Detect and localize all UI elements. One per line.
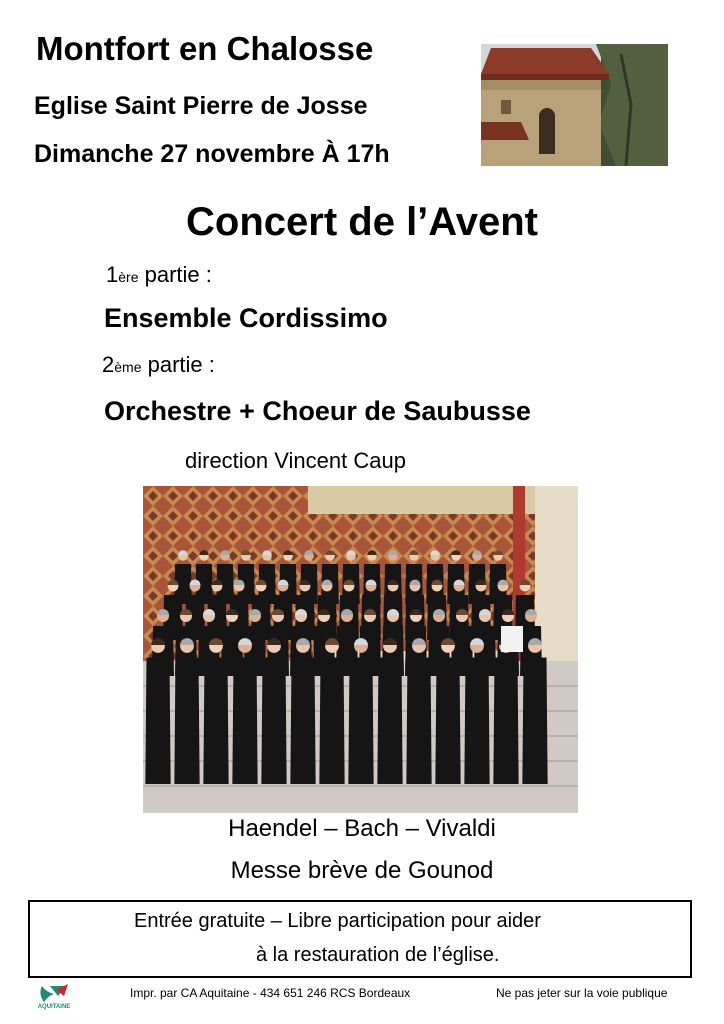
concert-title: Concert de l’Avent bbox=[186, 200, 538, 244]
logo-label: AQUITAINE bbox=[37, 1004, 71, 1010]
part1-performer: Ensemble Cordissimo bbox=[104, 303, 388, 333]
church-photo bbox=[481, 44, 668, 166]
printer-credit: Impr. par CA Aquitaine - 434 651 246 RCS Bordeaux bbox=[130, 986, 411, 1000]
composers: Haendel – Bach – Vivaldi bbox=[228, 815, 496, 842]
event-date: Dimanche 27 novembre À 17h bbox=[34, 140, 390, 168]
part2-heading bbox=[102, 352, 215, 378]
part2-performer: Orchestre + Choeur de Saubusse bbox=[104, 396, 531, 426]
admission-line-2: à la restauration de l’église. bbox=[256, 944, 500, 966]
litter-notice: Ne pas jeter sur la voie publique bbox=[496, 986, 668, 1000]
mass-title: Messe brève de Gounod bbox=[230, 857, 494, 884]
part1-number: 1 bbox=[106, 262, 119, 287]
part1-label: partie : bbox=[138, 262, 212, 287]
part2-label: partie : bbox=[141, 352, 215, 377]
credit-agricole-logo-icon bbox=[36, 982, 72, 1014]
church-name: Eglise Saint Pierre de Josse bbox=[34, 92, 368, 120]
admission-box bbox=[28, 900, 692, 978]
choir-photo bbox=[143, 486, 578, 813]
event-location: Montfort en Chalosse bbox=[36, 30, 374, 67]
part1-heading bbox=[106, 262, 212, 288]
part2-number: 2 bbox=[102, 352, 115, 377]
admission-line-1: Entrée gratuite – Libre participation pour aider bbox=[134, 910, 541, 932]
part2-suffix: ème bbox=[114, 359, 142, 375]
part1-suffix: ère bbox=[118, 269, 139, 285]
conductor: direction Vincent Caup bbox=[185, 448, 406, 473]
